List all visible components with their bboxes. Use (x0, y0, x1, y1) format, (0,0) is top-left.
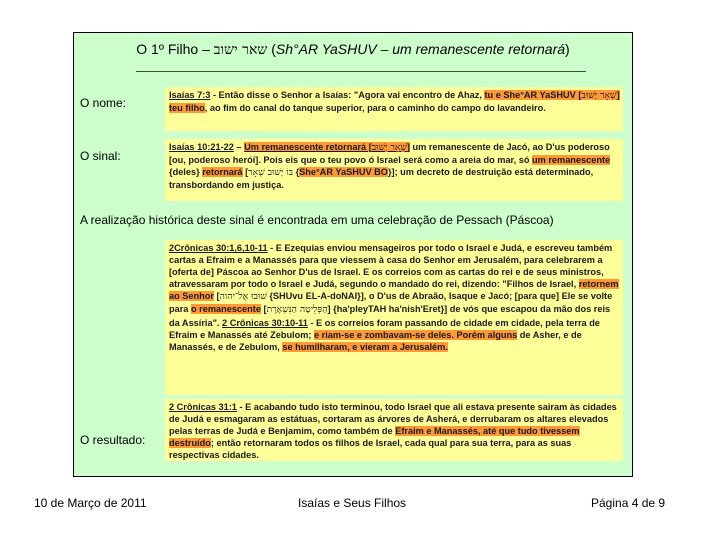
highlight: e riam-se e zombavam-se deles. Porém alguns (314, 329, 518, 340)
scripture-text: , ao fim do canal do tanque superior, para o caminho do campo do lavandeiro. (204, 103, 546, 114)
hebrew-text: הַפְּלֵיטָה הַנִּשְׁאֶרֶת (266, 304, 328, 316)
scripture-box-isaiah-10-21 (165, 139, 623, 201)
scripture-text: {deles} (169, 167, 203, 178)
title-meaning: um remanescente retornará (392, 41, 566, 57)
highlight: Efraim e Manassés, até que tudo tivessem destruído (169, 426, 580, 449)
scripture-text: - E acabando tudo isto terminou, todo Israel que ali estava presente sairam às cidades de Judá e esmagaram as estátuas, cortaram as árvores de Asherá, e derrubaram os altares elevados pelas terras de Judá e Benjamim, como também de (169, 402, 617, 437)
scripture-reference: 2 Crônicas 30:10-11 (222, 317, 308, 328)
title-transliteration: Sh°AR YaSHUV (275, 41, 377, 57)
scripture-text: ] {ha'pleyTAH ha'nish'Eret}] de vós que escapou da mão dos reis da Assíria". (169, 304, 611, 328)
scripture-reference: 2 Crônicas 31:1 (169, 402, 237, 412)
label-name: O nome: (80, 96, 127, 110)
highlight-text: ] teu filho (169, 90, 620, 114)
highlight (244, 142, 410, 152)
scripture-box-2-chronicles-31 (165, 399, 623, 461)
scripture-text: [ (242, 167, 249, 178)
highlight-text: Um remanescente retornará [ (244, 142, 372, 152)
highlight: She°AR YaSHUV BO (299, 167, 388, 178)
scripture-text: - E Ezequias enviou mensageiros por todo o Israel e Judá, e escreveu também cartas a Efraim e a Manassés para que viessem à casa do Senhor em Jerusalém, para celebrarem a [oferta de] Páscoa ao Senhor D'us de Israel. E os correios com as cartas do rei e de seus ministros, atravessaram por todo o Israel e Judá, segundo o mandado do rei, dizendo: "Filhos de Israel, (169, 243, 613, 290)
scripture-reference: Isaías 7:3 (169, 90, 211, 100)
scripture-reference: 2Crônicas 30:1,6,10-11 (169, 243, 268, 253)
slide-title (74, 41, 632, 59)
highlight-text: tu e She°AR YaSHUV [ (484, 90, 582, 100)
scripture-text: }]; um decreto de destruição está determinado, transbordando em justiça. (169, 167, 594, 191)
scripture-text: - Então disse o Senhor a Isaías: "Agora vai encontro de Ahaz, (210, 90, 485, 100)
scripture-box-isaiah-7-3 (165, 87, 623, 131)
footer-date: 10 de Março de 2011 (34, 496, 147, 510)
title-underline (136, 71, 586, 72)
scripture-text: { (293, 167, 300, 178)
title-close-paren: ) (565, 41, 570, 57)
label-history: A realização histórica deste sinal é encontrada em uma celebração de Pessach (Páscoa) (80, 213, 554, 227)
label-result: O resultado: (80, 433, 146, 447)
title-prefix: O 1º Filho – (136, 41, 210, 57)
scripture-text: - E os correios foram passando de cidade em cidade, pela terra de Efraim e Manassés até Zebulom; (169, 317, 600, 340)
highlight: se humilharam, e vieram a Jerusalém. (282, 341, 448, 352)
hebrew-text: בּוֹ יָשׁוּב שְׁאָר (248, 167, 294, 179)
scripture-text: de Asher, e de Manassés, e de Zebulom, (169, 329, 582, 352)
scripture-text: [ (260, 304, 267, 315)
scripture-reference: Isaías 10:21-22 (169, 142, 234, 152)
title-dash: – (380, 41, 389, 57)
highlight: retornem ao Senhor (169, 279, 619, 302)
scripture-text: – (233, 142, 245, 152)
highlight: um remanescente (532, 155, 611, 166)
hebrew-text: שׁוּבוּ אֶל־יהוה (219, 291, 267, 303)
highlight: retornará (202, 167, 243, 178)
slide-panel (73, 32, 633, 477)
highlight-text: ] (406, 142, 410, 152)
title-hebrew: שאר ישוב (213, 42, 268, 58)
hebrew-text: שְׁאָר יָשׁוּב (581, 90, 617, 101)
footer-page-number: Página 4 de 9 (591, 496, 666, 510)
scripture-text: ; então retornaram todos os filhos de Israel, cada qual para sua terra, para as suas respectivas cidades. (169, 438, 572, 461)
label-sign: O sinal: (80, 149, 121, 163)
scripture-text: {SHUvu EL-A-doNAI}], o D'us de Abraão, Isaque e Jacó; [para que] Ele se volte para (169, 291, 613, 315)
highlight: o remanescente (190, 304, 261, 315)
footer-title: Isaías e Seus Filhos (298, 496, 407, 510)
hebrew-text: שְׁאָר יָשׁוּב (371, 142, 407, 153)
scripture-text: [ (213, 291, 220, 302)
scripture-text: um remanescente de Jacó, ao D'us poderoso [ou, poderoso herói]. Pois eis que o teu povo ó Israel será como a areia do mar, só (169, 142, 610, 166)
title-open-paren: ( (271, 41, 276, 57)
scripture-box-2-chronicles-30 (165, 240, 623, 395)
